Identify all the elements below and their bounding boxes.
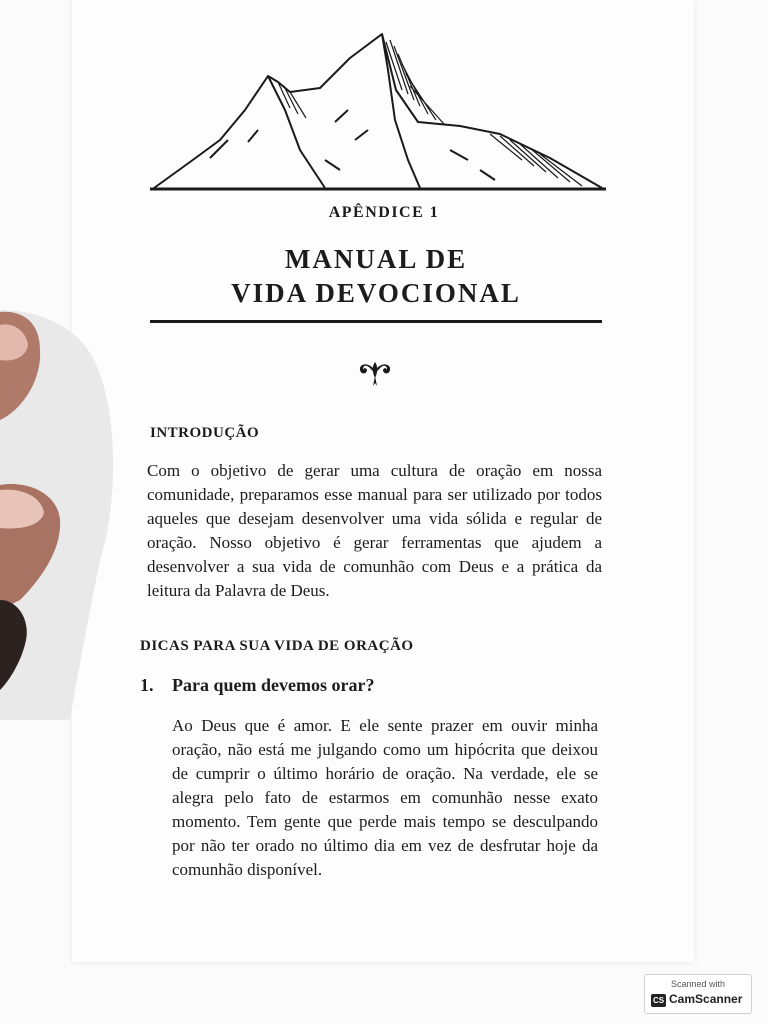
hand-fingers-image xyxy=(0,300,130,720)
intro-heading: INTRODUÇÃO xyxy=(150,425,260,441)
tip-item-paragraph: Ao Deus que é amor. E ele sente prazer em ouvir minha oração, não está me julgando como um hipócrita que deixou de cumprir o último horário de oração. Na verdade, ele se alegra pelo fato de estarmos em comunhão nesse exato momento. Tem gente que perde mais tempo se desculpando por não ter orado no último dia em vez de desfrutar hoje da comunhão disponível. xyxy=(172,716,598,879)
appendix-label: APÊNDICE 1 xyxy=(328,204,440,221)
camscanner-logo-icon: CS xyxy=(652,996,665,1005)
page-title-line-1: MANUAL DE xyxy=(284,244,468,274)
tip-item-number: 1. xyxy=(140,675,154,695)
tips-heading: DICAS PARA SUA VIDA DE ORAÇÃO xyxy=(140,638,414,654)
fleuron-ornament-icon xyxy=(355,356,395,388)
mountain-illustration xyxy=(150,30,606,192)
tip-item-question: Para quem devemos orar? xyxy=(172,675,375,695)
title-divider xyxy=(150,320,602,323)
intro-paragraph: Com o objetivo de gerar uma cultura de oração em nossa comunidade, preparamos esse manual para ser utilizado por todos aqueles que desejam desenvolver uma vida sólida e regular de oração. Nosso objetivo é gerar ferramentas que ajudem a desenvolver a sua vida de comunhão com Deus e a prática da leitura da Palavra de Deus. xyxy=(147,461,602,600)
watermark-caption: Scanned with xyxy=(670,979,726,989)
page-title-line-2: VIDA DEVOCIONAL xyxy=(231,278,521,308)
watermark-brand: CamScanner xyxy=(669,992,743,1006)
tip-item-title xyxy=(140,675,374,696)
camscanner-watermark xyxy=(644,974,752,1014)
